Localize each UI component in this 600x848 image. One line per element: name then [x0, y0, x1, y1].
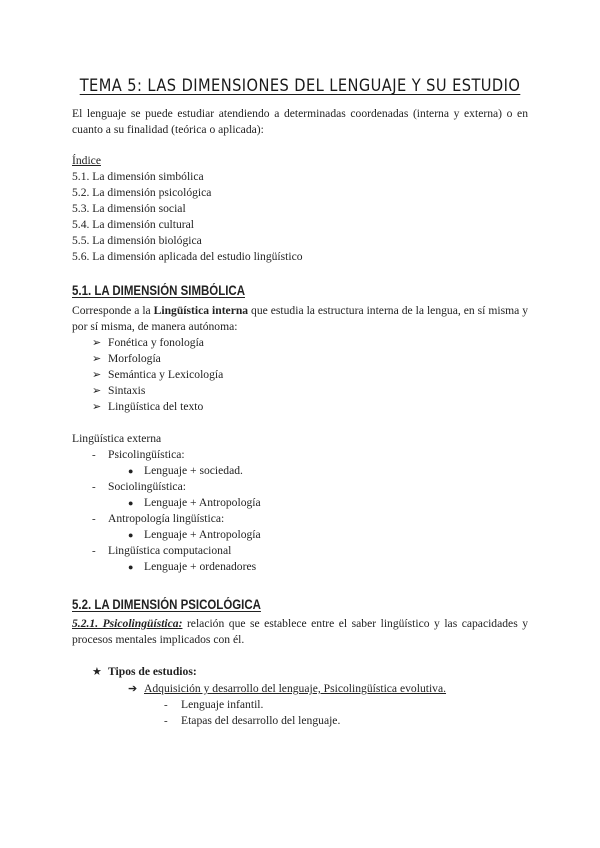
sub-list-item: Lenguaje + sociedad.	[144, 464, 243, 477]
index-item: 5.1. La dimensión simbólica	[72, 170, 204, 183]
paragraph-text: que estudia la estructura interna de la lengua, en sí misma y por sí misma, de manera autónoma:	[72, 304, 529, 333]
sub-list-item: Etapas del desarrollo del lenguaje.	[181, 714, 341, 727]
dash-bullet-icon: -	[92, 481, 96, 493]
paragraph-text: relación que se establece entre el saber lingüístico y las capacidades y procesos mentales implicados con él.	[72, 617, 528, 646]
list-item: Lingüística del texto	[108, 400, 204, 413]
sub-list-item: Lenguaje + Antropología	[144, 528, 261, 541]
list-item: Psicolingüística:	[108, 448, 185, 461]
section-5-1-paragraph	[72, 303, 528, 335]
arrow-bullet-icon: ➢	[92, 369, 102, 381]
page-title: TEMA 5: LAS DIMENSIONES DEL LENGUAJE Y SU ESTUDIO	[79, 76, 521, 96]
paragraph-text: Corresponde a la	[72, 304, 154, 317]
star-bullet-icon: ★	[92, 666, 102, 678]
dot-bullet-icon: ●	[128, 530, 134, 540]
list-item: Lingüística computacional	[108, 544, 232, 557]
intro-paragraph: El lenguaje se puede estudiar atendiendo a determinadas coordenadas (interna y externa) o en cuanto a su finalidad (teórica o aplicada):	[72, 107, 528, 136]
index-item: 5.4. La dimensión cultural	[72, 218, 195, 231]
bold-term: Lingüística interna	[153, 304, 249, 317]
index-item: 5.5. La dimensión biológica	[72, 234, 202, 247]
index-item: 5.3. La dimensión social	[72, 202, 186, 215]
section-heading-5-1: 5.1. LA DIMENSIÓN SIMBÓLICA	[72, 283, 245, 298]
list-item: Adquisición y desarrollo del lenguaje, Psicolingüística evolutiva.	[144, 682, 447, 695]
list-item: Sociolingüística:	[108, 480, 186, 493]
dot-bullet-icon: ●	[128, 498, 134, 508]
sub-list-item: Lenguaje infantil.	[181, 698, 264, 711]
dash-bullet-icon: -	[92, 513, 96, 525]
list-item: Fonética y fonología	[108, 336, 204, 349]
index-heading: Índice	[72, 154, 101, 167]
dot-bullet-icon: ●	[128, 466, 134, 476]
dash-bullet-icon: -	[164, 699, 168, 711]
section-heading-5-2: 5.2. LA DIMENSIÓN PSICOLÓGICA	[72, 597, 261, 612]
sub-list-item: Lenguaje + ordenadores	[144, 560, 257, 573]
index-item: 5.2. La dimensión psicológica	[72, 186, 212, 199]
list-item: Semántica y Lexicología	[108, 368, 224, 381]
external-heading: Lingüística externa	[72, 432, 162, 445]
list-item: Sintaxis	[108, 384, 146, 397]
list-item: Morfología	[108, 352, 161, 365]
dash-bullet-icon: -	[164, 715, 168, 727]
definition-label: 5.2.1. Psicolingüística:	[72, 617, 183, 630]
sub-list-item: Lenguaje + Antropología	[144, 496, 261, 509]
list-item: Antropología lingüística:	[108, 512, 225, 525]
section-5-2-paragraph	[72, 616, 528, 648]
arrow-bullet-icon: ➢	[92, 401, 102, 413]
arrow-bullet-icon: ➢	[92, 337, 102, 349]
types-heading: Tipos de estudios:	[108, 665, 197, 678]
dot-bullet-icon: ●	[128, 562, 134, 572]
arrow-bullet-icon: ➢	[92, 353, 102, 365]
dash-bullet-icon: -	[92, 449, 96, 461]
arrow-bullet-icon: ➢	[92, 385, 102, 397]
arrow-right-icon: ➔	[128, 683, 138, 695]
dash-bullet-icon: -	[92, 545, 96, 557]
index-item: 5.6. La dimensión aplicada del estudio lingüístico	[72, 250, 303, 263]
